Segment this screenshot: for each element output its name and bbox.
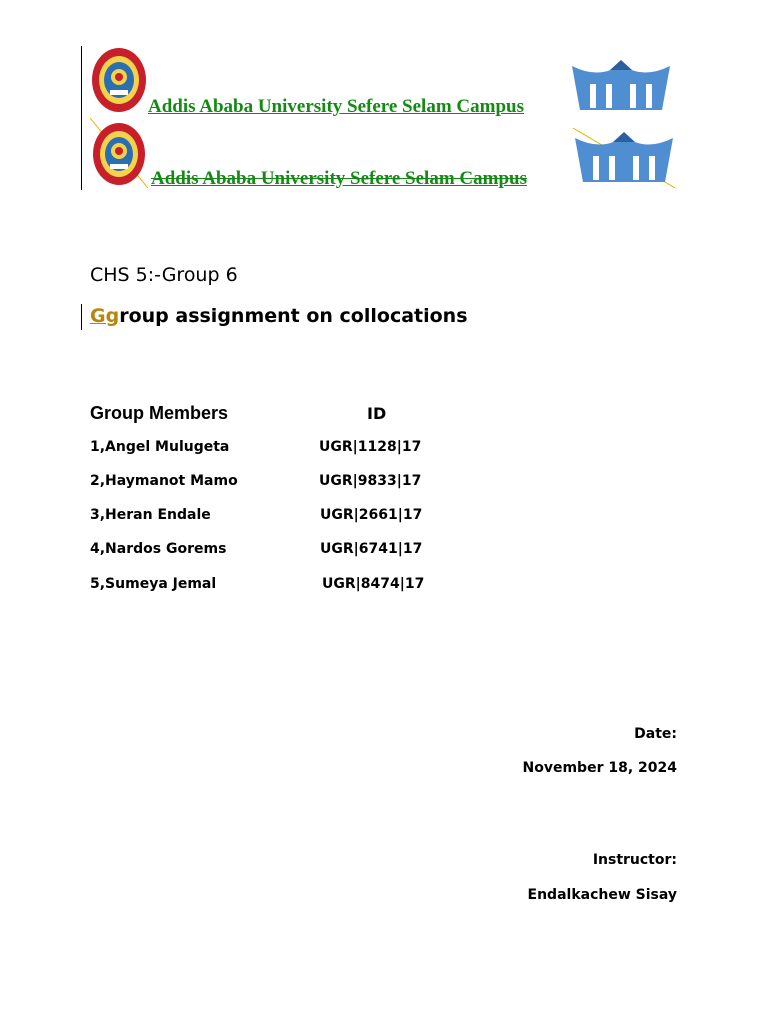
member-name: 4,Nardos Gorems [90, 541, 227, 557]
revision-change-bar [81, 46, 82, 190]
university-seal-logo [90, 46, 148, 114]
date-label: Date: [634, 726, 677, 742]
assignment-title [90, 305, 468, 327]
member-name: 1,Angel Mulugeta [90, 439, 230, 455]
course-group-heading: CHS 5:-Group 6 [90, 264, 238, 286]
university-seal-logo-duplicate [90, 118, 148, 188]
campus-building-emblem [570, 58, 672, 116]
tracked-deletion-text: Gg [90, 305, 120, 327]
member-name: 3,Heran Endale [90, 507, 211, 523]
member-name: 2,Haymanot Mamo [90, 473, 238, 489]
instructor-label: Instructor: [592, 852, 677, 868]
date-value: November 18, 2024 [522, 760, 677, 776]
campus-building-emblem-duplicate [573, 128, 675, 188]
member-id: UGR|6741|17 [320, 541, 423, 557]
university-title-deleted: Addis Ababa University Sefere Selam Campus [151, 168, 527, 189]
member-name: 5,Sumeya Jemal [90, 576, 217, 592]
revision-change-bar [81, 304, 82, 330]
assignment-title-text: roup assignment on collocations [119, 305, 468, 327]
members-header: Group Members [90, 403, 229, 423]
id-header: ID [367, 404, 387, 423]
university-title: Addis Ababa University Sefere Selam Campus [148, 96, 524, 117]
instructor-name: Endalkachew Sisay [527, 887, 677, 903]
member-id: UGR|8474|17 [322, 576, 425, 592]
member-id: UGR|9833|17 [319, 473, 422, 489]
member-id: UGR|1128|17 [319, 439, 422, 455]
member-id: UGR|2661|17 [320, 507, 423, 523]
